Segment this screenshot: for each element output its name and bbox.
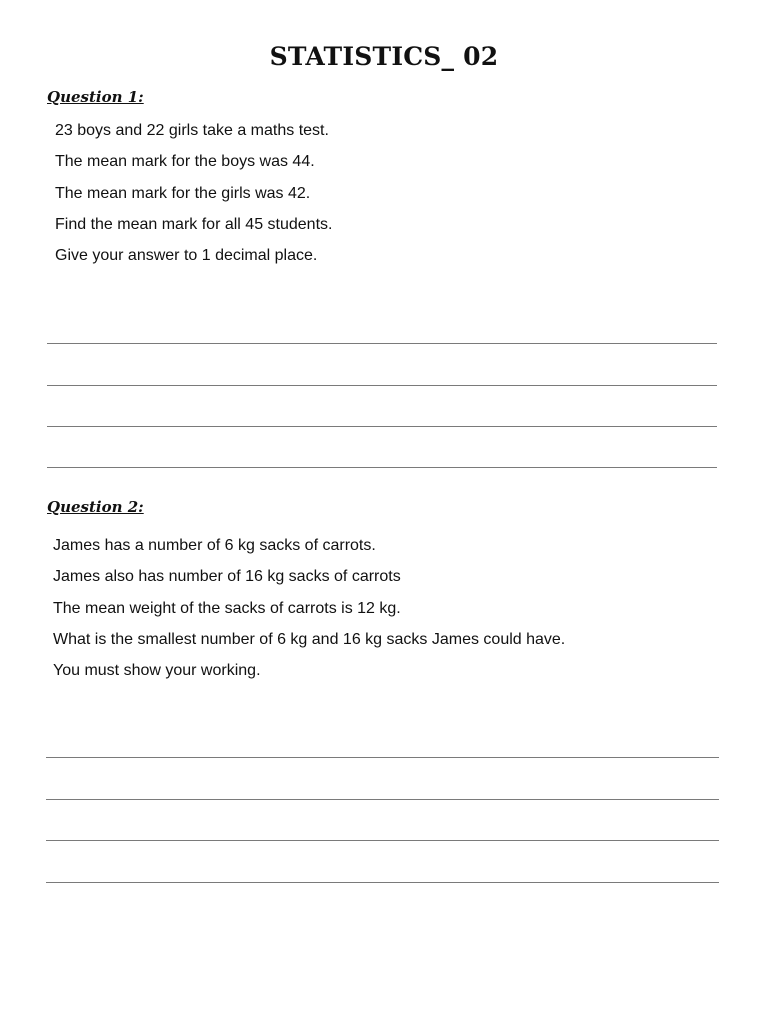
question-2-line-2: James also has number of 16 kg sacks of carrots [53, 568, 401, 586]
question-1-line-4: Find the mean mark for all 45 students. [55, 215, 333, 233]
question-1-line-1: 23 boys and 22 girls take a maths test. [55, 122, 329, 139]
page-title: STATISTICS_ 02 [269, 42, 499, 71]
question-1-answer-line [47, 343, 717, 344]
question-1-line-5: Give your answer to 1 decimal place. [55, 247, 318, 265]
question-1-heading: Question 1: [47, 88, 144, 106]
question-1-line-3: The mean mark for the girls was 42. [55, 184, 311, 202]
question-2-text [53, 535, 565, 691]
question-2-heading: Question 2: [47, 498, 144, 516]
question-2-line-3: The mean weight of the sacks of carrots is 12 kg. [53, 599, 401, 617]
question-2-answer-line [46, 757, 719, 758]
question-1-answer-line [47, 426, 717, 427]
question-2-answer-line [46, 799, 719, 800]
question-1-text [55, 120, 332, 276]
question-2-line-1: James has a number of 6 kg sacks of carrots. [53, 537, 376, 554]
question-2-line-4: What is the smallest number of 6 kg and 16 kg sacks James could have. [53, 630, 566, 648]
question-2-answer-line [46, 840, 719, 841]
question-2-line-5: You must show your working. [53, 662, 261, 680]
question-2-answer-line [46, 882, 719, 883]
question-1-answer-line [47, 467, 717, 468]
question-1-answer-line [47, 385, 717, 386]
question-1-line-2: The mean mark for the boys was 44. [55, 153, 315, 171]
